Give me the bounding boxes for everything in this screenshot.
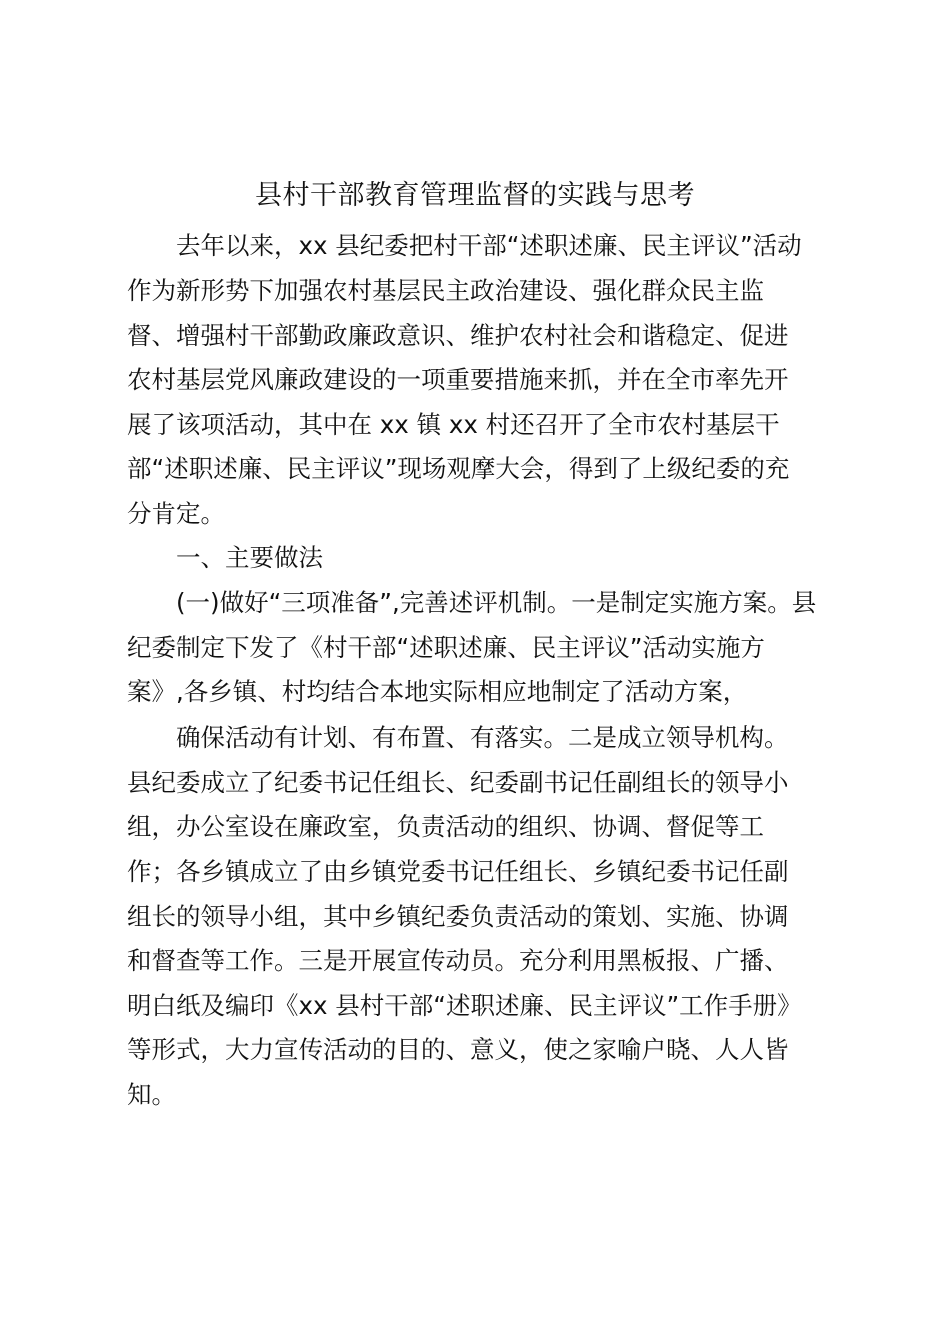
paragraph-line: (一)做好“三项准备”,完善述评机制。一是制定实施方案。县 <box>176 588 817 617</box>
paragraph-line: 纪委制定下发了《村干部“述职述廉、民主评议”活动实施方 <box>127 633 765 662</box>
paragraph-line: 等形式，大力宣传活动的目的、意义，使之家喻户晓、人人皆 <box>127 1035 789 1064</box>
paragraph-line: 确保活动有计划、有布置、有落实。二是成立领导机构。 <box>176 723 789 752</box>
paragraph-line: 督、增强村干部勤政廉政意识、维护农村社会和谐稳定、促进 <box>127 321 789 350</box>
paragraph-line: 知。 <box>127 1080 176 1109</box>
paragraph-line: 农村基层党风廉政建设的一项重要措施来抓，并在全市率先开 <box>127 365 789 394</box>
paragraph-line: 案》,各乡镇、村均结合本地实际相应地制定了活动方案， <box>127 677 748 706</box>
paragraph-line: 作；各乡镇成立了由乡镇党委书记任组长、乡镇纪委书记任副 <box>127 857 789 886</box>
document-title: 县村干部教育管理监督的实践与思考 <box>255 180 695 211</box>
paragraph-line: 展了该项活动，其中在 xx 镇 xx 村还召开了全市农村基层干 <box>127 410 780 439</box>
paragraph-line: 明白纸及编印《xx 县村干部“述职述廉、民主评议”工作手册》 <box>127 991 802 1020</box>
paragraph-line: 县纪委成立了纪委书记任组长、纪委副书记任副组长的领导小 <box>127 768 789 797</box>
paragraph-line: 分肯定。 <box>127 499 225 528</box>
paragraph-line: 去年以来，xx 县纪委把村干部“述职述廉、民主评议”活动 <box>176 231 802 260</box>
paragraph-line: 组长的领导小组，其中乡镇纪委负责活动的策划、实施、协调 <box>127 902 789 931</box>
paragraph-line: 部“述职述廉、民主评议”现场观摩大会，得到了上级纪委的充 <box>127 454 790 483</box>
section-heading: 一、主要做法 <box>176 543 323 572</box>
paragraph-line: 和督查等工作。三是开展宣传动员。充分利用黑板报、广播、 <box>127 946 789 975</box>
paragraph-line: 作为新形势下加强农村基层民主政治建设、强化群众民主监 <box>127 276 764 305</box>
paragraph-line: 组，办公室设在廉政室，负责活动的组织、协调、督促等工 <box>127 812 764 841</box>
